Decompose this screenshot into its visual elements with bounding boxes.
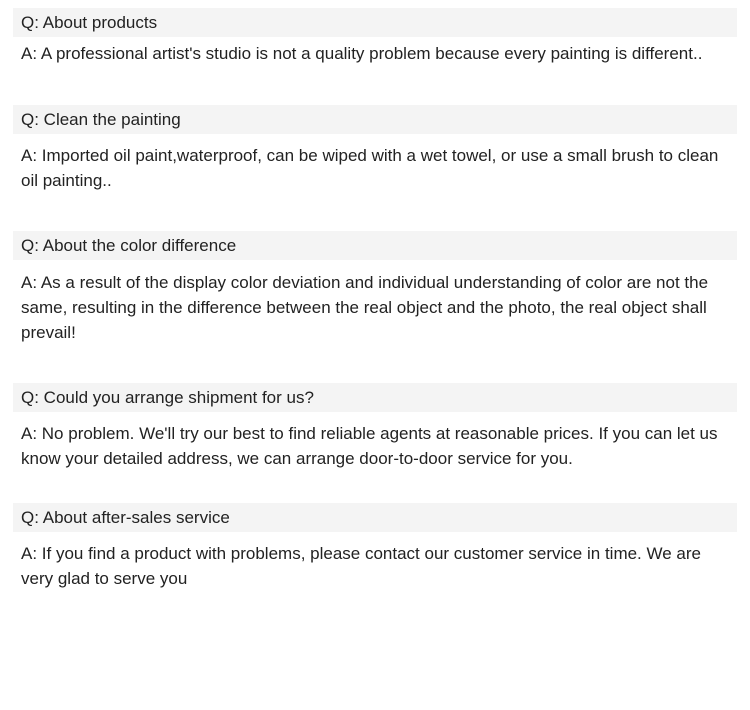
faq-question: Q: About after-sales service — [13, 503, 737, 532]
faq-item-shipment — [13, 383, 737, 471]
faq-question: Q: Clean the painting — [13, 105, 737, 134]
faq-item-color-difference — [13, 231, 737, 345]
faq-question: Q: About products — [13, 8, 737, 37]
faq-answer: A: As a result of the display color deviation and individual understanding of color are not the same, resulting in the difference between the real object and the photo, the real object shall prevail! — [21, 273, 709, 342]
faq-answer: A: If you find a product with problems, please contact our customer service in time. We are very glad to serve you — [21, 544, 701, 588]
faq-item-clean-the-painting — [13, 105, 737, 193]
faq-answer: A: Imported oil paint,waterproof, can be wiped with a wet towel, or use a small brush to clean oil painting.. — [21, 146, 719, 190]
faq-question: Q: About the color difference — [13, 231, 737, 260]
faq-item-after-sales-service — [13, 503, 737, 591]
faq-answer: A: A professional artist's studio is not a quality problem because every painting is different.. — [21, 44, 703, 63]
faq-item-about-products — [13, 8, 737, 66]
faq-answer: A: No problem. We'll try our best to find reliable agents at reasonable prices. If you can let us know your detailed address, we can arrange door-to-door service for you. — [21, 424, 718, 468]
faq-question: Q: Could you arrange shipment for us? — [13, 383, 737, 412]
